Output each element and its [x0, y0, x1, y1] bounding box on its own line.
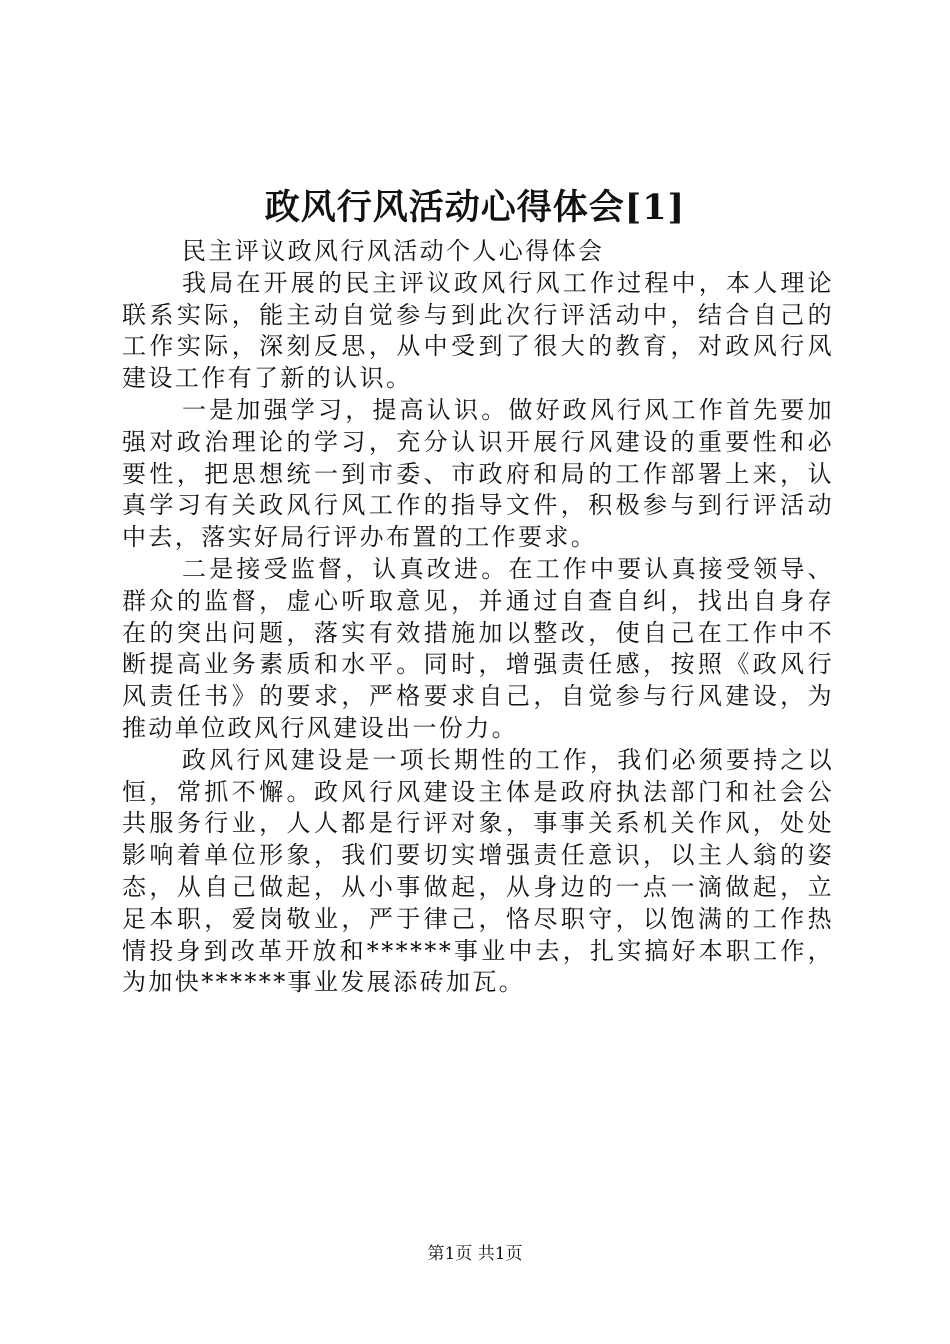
document-title: 政风行风活动心得体会[1] — [264, 187, 686, 228]
point-one-paragraph: 一是加强学习，提高认识。做好政风行风工作首先要加强对政治理论的学习，充分认识开展行风建设的重要性和必要性，把思想统一到市委、市政府和局的工作部署上来，认真学习有关政风行风工作的指导文件，积极参与到行评活动中去，落实好局行评办布置的工作要求。 — [122, 395, 834, 552]
page-footer: 第1页 共1页 — [427, 1244, 523, 1264]
conclusion-paragraph: 政风行风建设是一项长期性的工作，我们必须要持之以恒，常抓不懈。政风行风建设主体是政府执法部门和社会公共服务行业，人人都是行评对象，事事关系机关作风，处处影响着单位形象，我们要切实增强责任意识，以主人翁的姿态，从自己做起，从小事做起，从身边的一点一滴做起，立足本职，爱岗敬业，严于律己，恪尽职守，以饱满的工作热情投身到改革开放和******事业中去，扎实搞好本职工作，为加快******事业发展添砖加瓦。 — [122, 745, 834, 997]
intro-paragraph: 我局在开展的民主评议政风行风工作过程中，本人理论联系实际，能主动自觉参与到此次行评活动中，结合自己的工作实际，深刻反思，从中受到了很大的教育，对政风行风建设工作有了新的认识。 — [122, 268, 834, 393]
subtitle-paragraph: 民主评议政风行风活动个人心得体会 — [182, 237, 605, 265]
point-two-paragraph: 二是接受监督，认真改进。在工作中要认真接受领导、群众的监督，虚心听取意见，并通过自查自纠，找出自身存在的突出问题，落实有效措施加以整改，使自己在工作中不断提高业务素质和水平。同时，增强责任感，按照《政风行风责任书》的要求，严格要求自己，自觉参与行风建设，为推动单位政风行风建设出一份力。 — [122, 554, 834, 742]
document-body — [122, 236, 834, 999]
